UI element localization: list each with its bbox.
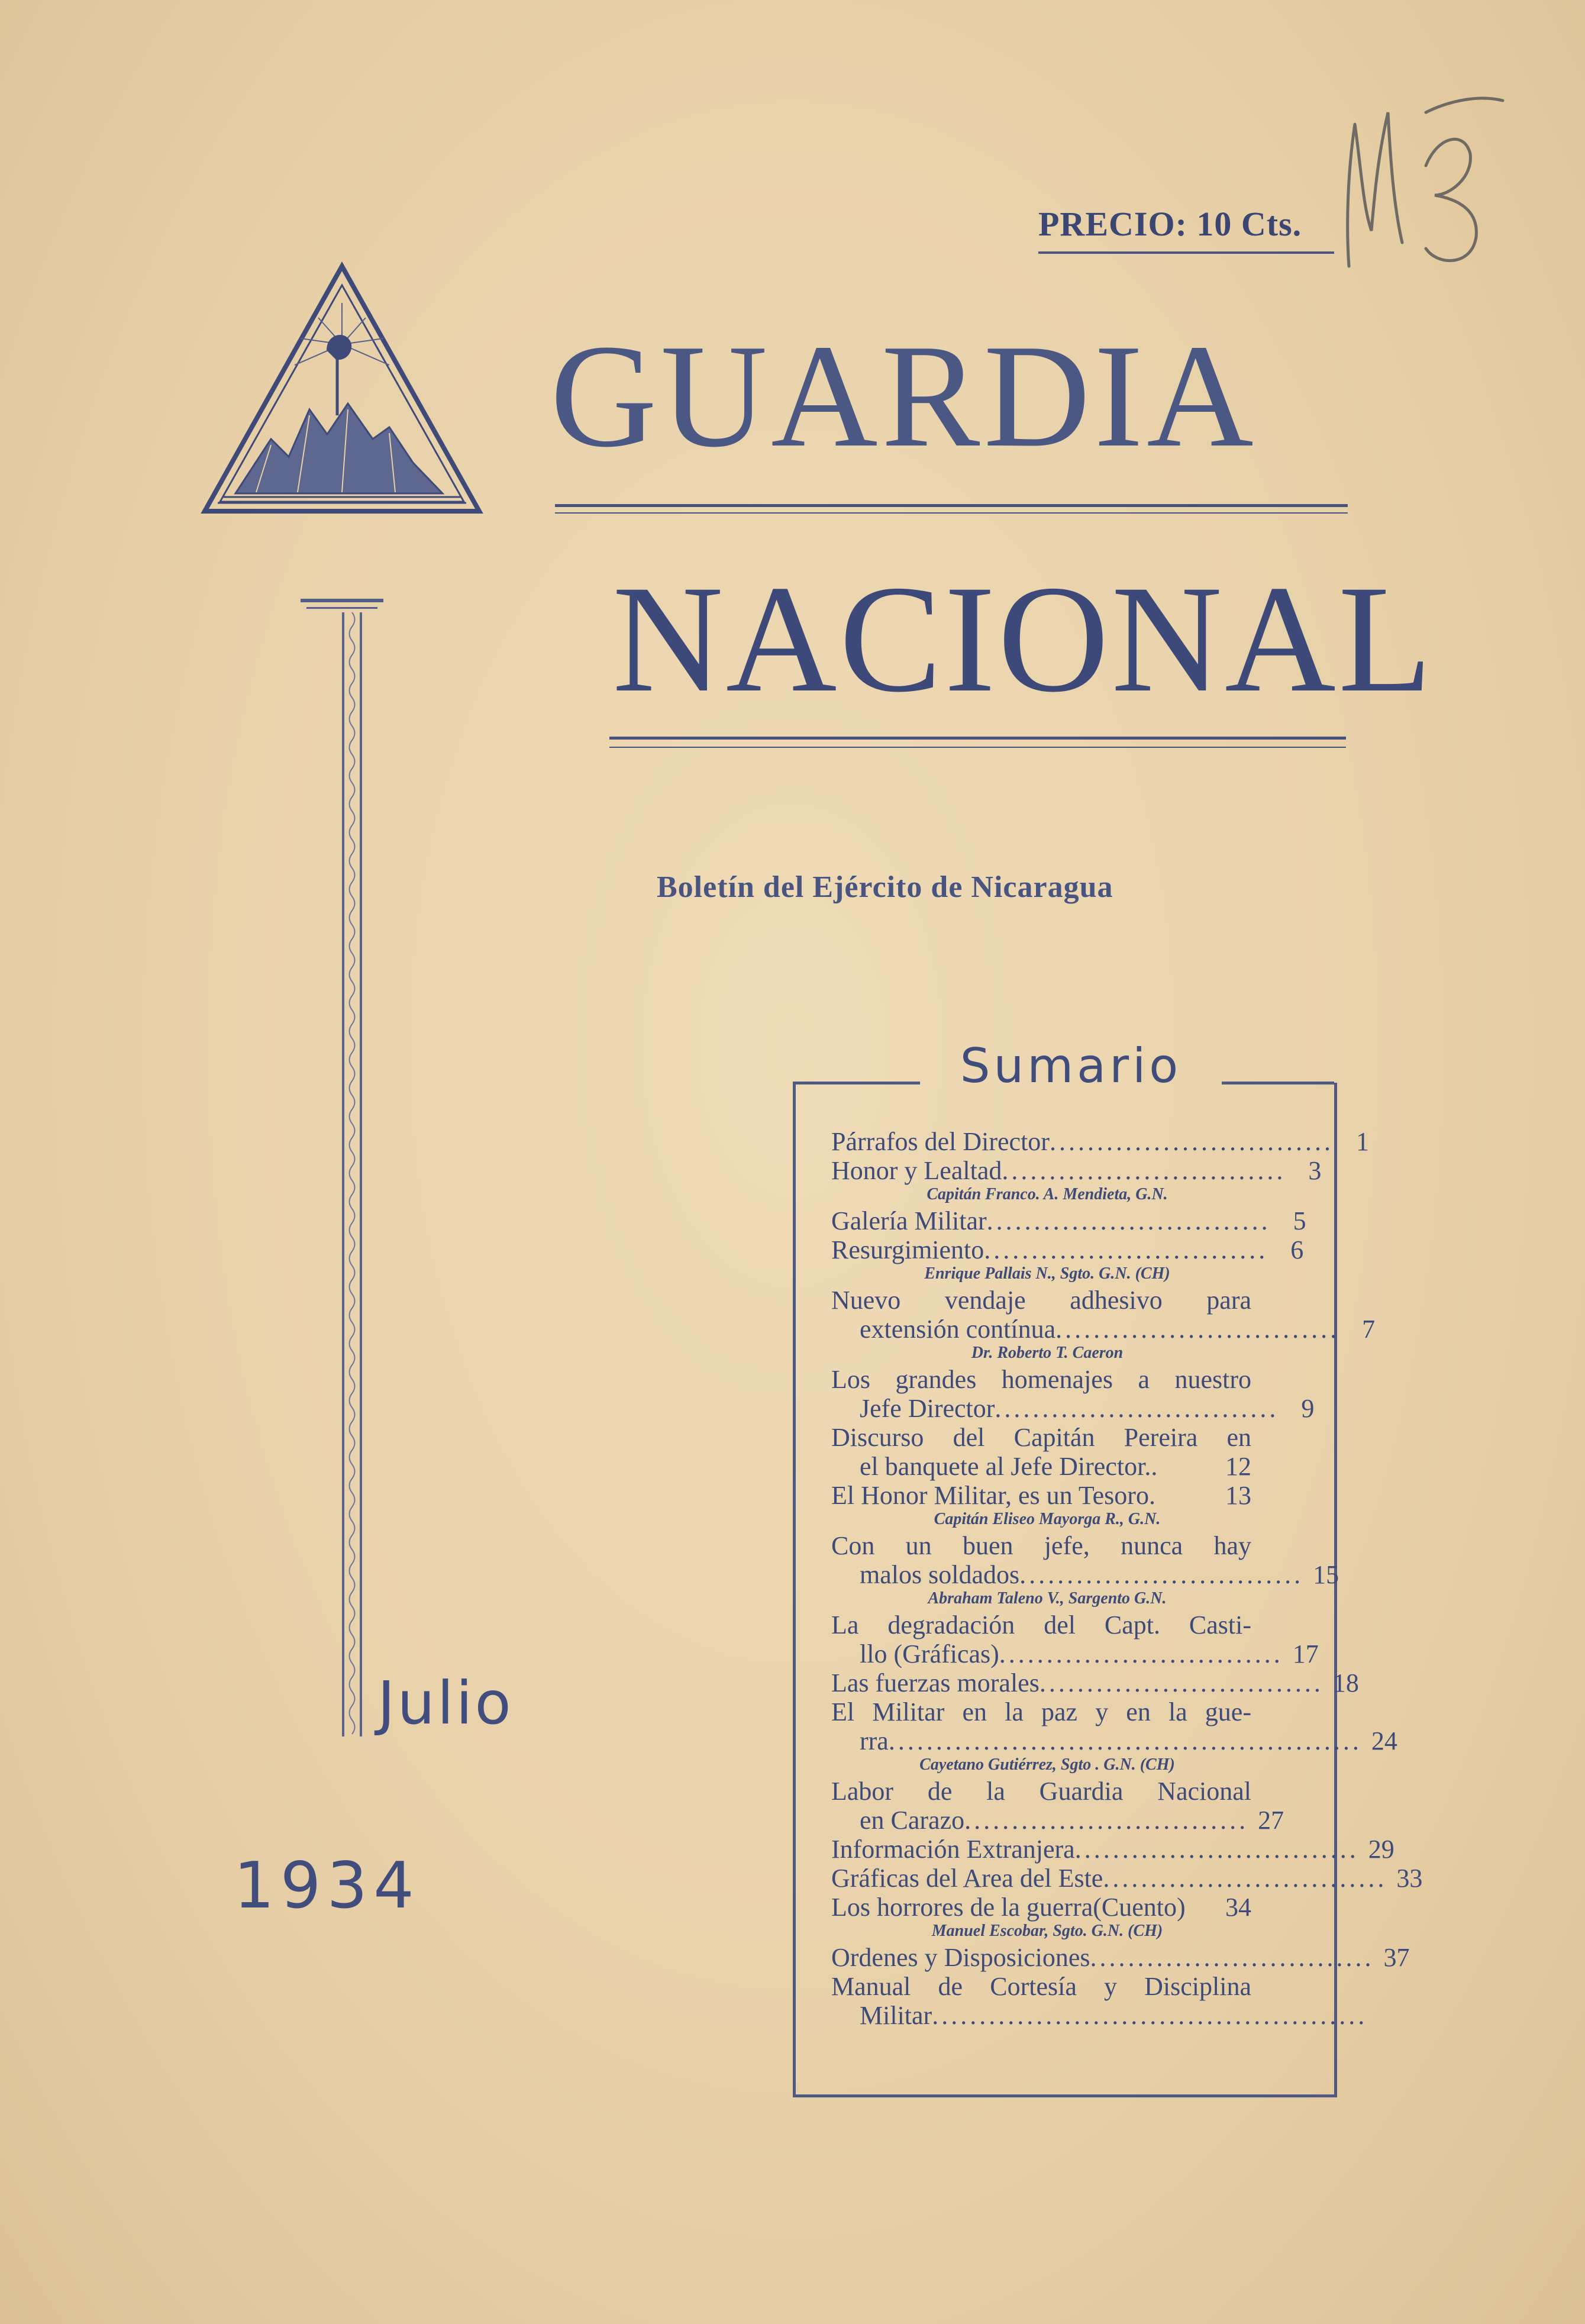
toc-page: 5 [1293,1206,1306,1235]
masthead-subtitle: Boletín del Ejército de Nicaragua [657,870,1113,904]
toc-title: Discurso del Capitán Pereira en [831,1423,1251,1452]
toc-page: 1 [1355,1127,1369,1156]
toc-title: Honor y Lealtad [831,1156,1002,1185]
toc-author: Capitán Eliseo Mayorga R., G.N. [934,1510,1161,1528]
toc-entry [831,1286,1251,1315]
toc-page: 13 [1225,1481,1251,1510]
toc-title: Los horrores de la guerra(Cuento) [831,1893,1186,1922]
toc-page: 27 [1258,1806,1284,1835]
toc-page: 12 [1225,1452,1251,1481]
toc-title: Las fuerzas morales [831,1668,1040,1697]
toc-page: 33 [1396,1864,1423,1893]
toc-entry: Párrafos del Director .............................. 1 [831,1127,1369,1156]
toc-author: Abraham Taleno V., Sargento G.N. [928,1589,1167,1608]
toc-title: El Honor Militar, es un Tesoro. [831,1481,1155,1510]
toc-title: Labor de la Guardia Nacional [831,1777,1251,1806]
nicaragua-coat-of-arms-icon [200,262,484,516]
toc-page: 3 [1308,1156,1322,1185]
toc-author: Cayetano Gutiérrez, Sgto . G.N. (CH) [919,1755,1175,1774]
toc-entry-continued: rra .................................................. 24 [860,1726,1397,1755]
masthead-rule-bottom [609,737,1346,740]
masthead-rule-top [555,504,1348,507]
toc-page: 7 [1362,1315,1376,1344]
toc-author: Dr. Roberto T. Caeron [971,1344,1124,1362]
toc-page: 15 [1313,1560,1339,1589]
table-of-contents [831,1127,1423,2030]
toc-entry: Información Extranjera .............................. 29 [831,1835,1394,1864]
toc-title: extensión contínua [860,1315,1056,1344]
toc-title: Resurgimiento [831,1235,984,1264]
toc-entry [831,1610,1251,1639]
toc-entry [831,1423,1251,1452]
toc-entry-continued: llo (Gráficas) .............................. 17 [860,1639,1319,1668]
ornament-column [331,612,373,1736]
toc-entry-continued [831,1452,1251,1481]
toc-page: 37 [1383,1943,1410,1972]
toc-title: malos soldados [860,1560,1020,1589]
toc-title: Los grandes homenajes a nuestro [831,1365,1251,1394]
toc-entry-continued: Jefe Director .............................. 9 [860,1394,1315,1423]
ornament-column-cap [301,599,383,602]
toc-page: 34 [1225,1893,1251,1922]
toc-title: Jefe Director [860,1394,995,1423]
toc-title: La degradación del Capt. Casti- [831,1610,1251,1639]
toc-entry [831,1777,1251,1806]
toc-title: Ordenes y Disposiciones [831,1943,1090,1972]
price-underline [1038,251,1334,254]
toc-author: Enrique Pallais N., Sgto. G.N. (CH) [924,1264,1170,1283]
toc-entry: Galería Militar .............................. 5 [831,1206,1306,1235]
toc-entry: Gráficas del Area del Este .............................. 33 [831,1864,1423,1893]
toc-title: Información Extranjera [831,1835,1075,1864]
toc-title: Militar [860,2001,932,2030]
issue-year: 1934 [234,1849,420,1923]
toc-entry [831,1972,1251,2001]
toc-title: en Carazo [860,1806,965,1835]
toc-title: El Militar en la paz y en la gue- [831,1697,1251,1726]
price-label: PRECIO: 10 Cts. [1038,205,1302,243]
toc-title: llo (Gráficas) [860,1639,999,1668]
masthead-rule-top-thin [555,512,1348,514]
toc-title: Manual de Cortesía y Disciplina [831,1972,1251,2001]
toc-entry-continued: Militar .............................................. [860,2001,1368,2030]
masthead-title-line-2: NACIONAL [612,554,1435,724]
toc-title: el banquete al Jefe Director.. [860,1452,1158,1481]
toc-entry: Las fuerzas morales .............................. 18 [831,1668,1359,1697]
toc-entry [831,1481,1251,1510]
toc-entry: Honor y Lealtad .............................. 3 [831,1156,1322,1185]
toc-title: Párrafos del Director [831,1127,1050,1156]
toc-page: 6 [1290,1235,1304,1264]
toc-page: 17 [1292,1639,1319,1668]
toc-entry-continued: en Carazo .............................. 27 [860,1806,1284,1835]
toc-title: Gráficas del Area del Este [831,1864,1103,1893]
toc-entry: Ordenes y Disposiciones .............................. 37 [831,1943,1410,1972]
toc-title: Nuevo vendaje adhesivo para [831,1286,1251,1315]
toc-title: Galería Militar [831,1206,987,1235]
ornament-column-cap-thin [306,607,377,609]
toc-author: Capitán Franco. A. Mendieta, G.N. [927,1185,1168,1203]
toc-page: 29 [1368,1835,1394,1864]
toc-entry: Resurgimiento .............................. 6 [831,1235,1304,1264]
toc-entry-continued: malos soldados .............................. 15 [860,1560,1339,1589]
handwritten-note-mark [1337,89,1515,278]
toc-title: rra [860,1726,889,1755]
masthead-rule-bottom-thin [609,747,1346,748]
toc-page: 9 [1301,1394,1315,1423]
toc-entry [831,1893,1251,1922]
toc-page: 24 [1371,1726,1397,1755]
toc-entry [831,1531,1251,1560]
toc-entry [831,1697,1251,1726]
issue-month: Julio [377,1668,514,1738]
toc-entry [831,1365,1251,1394]
toc-entry-continued: extensión contínua .............................. 7 [860,1315,1376,1344]
summary-heading: Sumario [960,1038,1182,1093]
toc-page: 18 [1332,1668,1359,1697]
toc-author: Manuel Escobar, Sgto. G.N. (CH) [931,1922,1163,1940]
masthead-title-line-1: GUARDIA [550,314,1257,478]
toc-title: Con un buen jefe, nunca hay [831,1531,1251,1560]
